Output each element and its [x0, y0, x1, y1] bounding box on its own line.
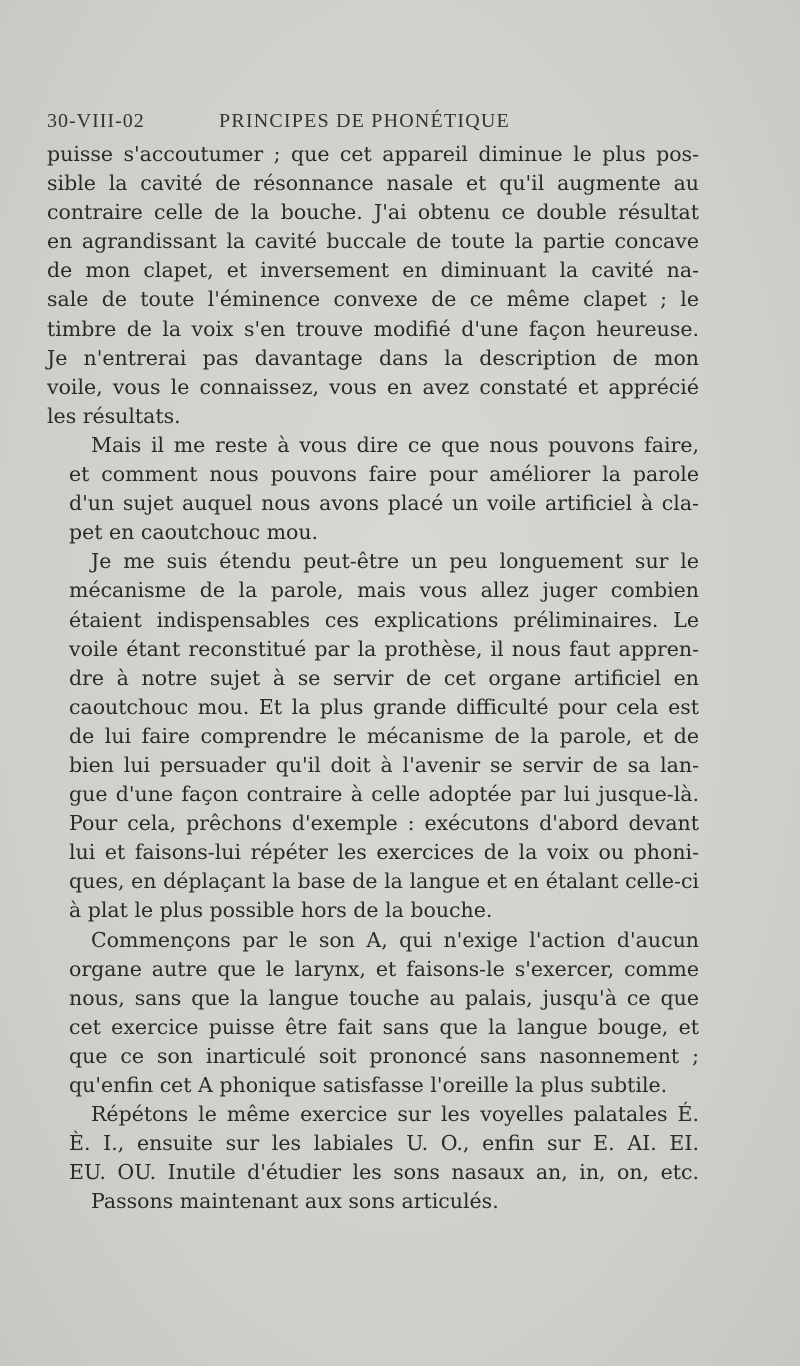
- text-line: à plat le plus possible hors de la bouche.: [69, 898, 493, 923]
- running-title: PRINCIPES DE PHONÉTIQUE: [219, 110, 510, 132]
- text-line: mécanisme de la parole, mais vous allez juger combien: [69, 578, 699, 603]
- text-line: pet en caoutchouc mou.: [69, 520, 319, 545]
- text-line: de lui faire comprendre le mécanisme de la parole, et de: [69, 723, 699, 748]
- text-line: Je me suis étendu peut-être un peu longuement sur le: [91, 549, 699, 574]
- text-line: ques, en déplaçant la base de la langue et en étalant celle-ci: [69, 869, 699, 894]
- text-line: dre à notre sujet à se servir de cet organe artificiel en: [69, 665, 699, 690]
- text-line: les résultats.: [47, 403, 181, 428]
- text-line: étaient indispensables ces explications préliminaires. Le: [69, 607, 699, 632]
- paragraph: [47, 547, 699, 925]
- body-text: [47, 140, 699, 1216]
- text-line: Passons maintenant aux sons articulés.: [91, 1189, 499, 1214]
- text-line: Pour cela, prêchons d'exemple : exécutons d'abord devant: [69, 811, 699, 836]
- text-line: nous, sans que la langue touche au palais, jusqu'à ce que: [69, 985, 699, 1010]
- text-line: d'un sujet auquel nous avons placé un voile artificiel à cla-: [69, 491, 699, 516]
- text-line: organe autre que le larynx, et faisons-le s'exercer, comme: [69, 956, 699, 981]
- text-line: en agrandissant la cavité buccale de toute la partie concave: [47, 229, 699, 254]
- text-line: lui et faisons-lui répéter les exercices de la voix ou phoni-: [69, 840, 699, 865]
- text-line: qu'enfin cet A phonique satisfasse l'oreille la plus subtile.: [69, 1073, 668, 1097]
- page-folio: 30-VIII-02: [47, 110, 145, 132]
- text-line: sible la cavité de résonnance nasale et qu'il augmente au: [47, 171, 699, 196]
- text-line: sale de toute l'éminence convexe de ce même clapet ; le: [47, 287, 699, 312]
- text-line: Répétons le même exercice sur les voyelles palatales É.: [91, 1102, 699, 1127]
- text-line: voile, vous le connaissez, vous en avez constaté et apprécié: [47, 374, 699, 399]
- text-line: EU. OU. Inutile d'étudier les sons nasaux an, in, on, etc.: [69, 1160, 699, 1185]
- text-line: Je n'entrerai pas davantage dans la description de mon: [47, 345, 699, 370]
- page-header: [47, 110, 699, 140]
- paragraph: [47, 926, 699, 1101]
- text-line: contraire celle de la bouche. J'ai obtenu ce double résultat: [47, 200, 699, 225]
- paragraph: [47, 140, 699, 431]
- text-line: que ce son inarticulé soit prononcé sans nasonnement ;: [69, 1043, 699, 1068]
- text-line: et comment nous pouvons faire pour améliorer la parole: [69, 462, 699, 487]
- text-line: È. I., ensuite sur les labiales U. O., enfin sur E. AI. EI.: [69, 1131, 699, 1156]
- text-line: voile étant reconstitué par la prothèse, il nous faut appren-: [69, 636, 699, 661]
- paragraph: [47, 1100, 699, 1187]
- text-line: Mais il me reste à vous dire ce que nous pouvons faire,: [91, 432, 699, 457]
- book-page: [47, 110, 699, 1216]
- text-line: caoutchouc mou. Et la plus grande difficulté pour cela est: [69, 694, 699, 719]
- text-line: bien lui persuader qu'il doit à l'avenir se servir de sa lan-: [69, 752, 699, 777]
- text-line: cet exercice puisse être fait sans que la langue bouge, et: [69, 1014, 699, 1039]
- text-line: timbre de la voix s'en trouve modifié d'une façon heureuse.: [47, 316, 699, 341]
- text-line: gue d'une façon contraire à celle adoptée par lui jusque-là.: [69, 782, 699, 807]
- paragraph: [47, 1187, 699, 1216]
- text-line: Commençons par le son A, qui n'exige l'action d'aucun: [91, 927, 699, 952]
- paragraph: [47, 431, 699, 547]
- text-line: puisse s'accoutumer ; que cet appareil diminue le plus pos-: [47, 142, 699, 166]
- text-line: de mon clapet, et inversement en diminuant la cavité na-: [47, 258, 699, 283]
